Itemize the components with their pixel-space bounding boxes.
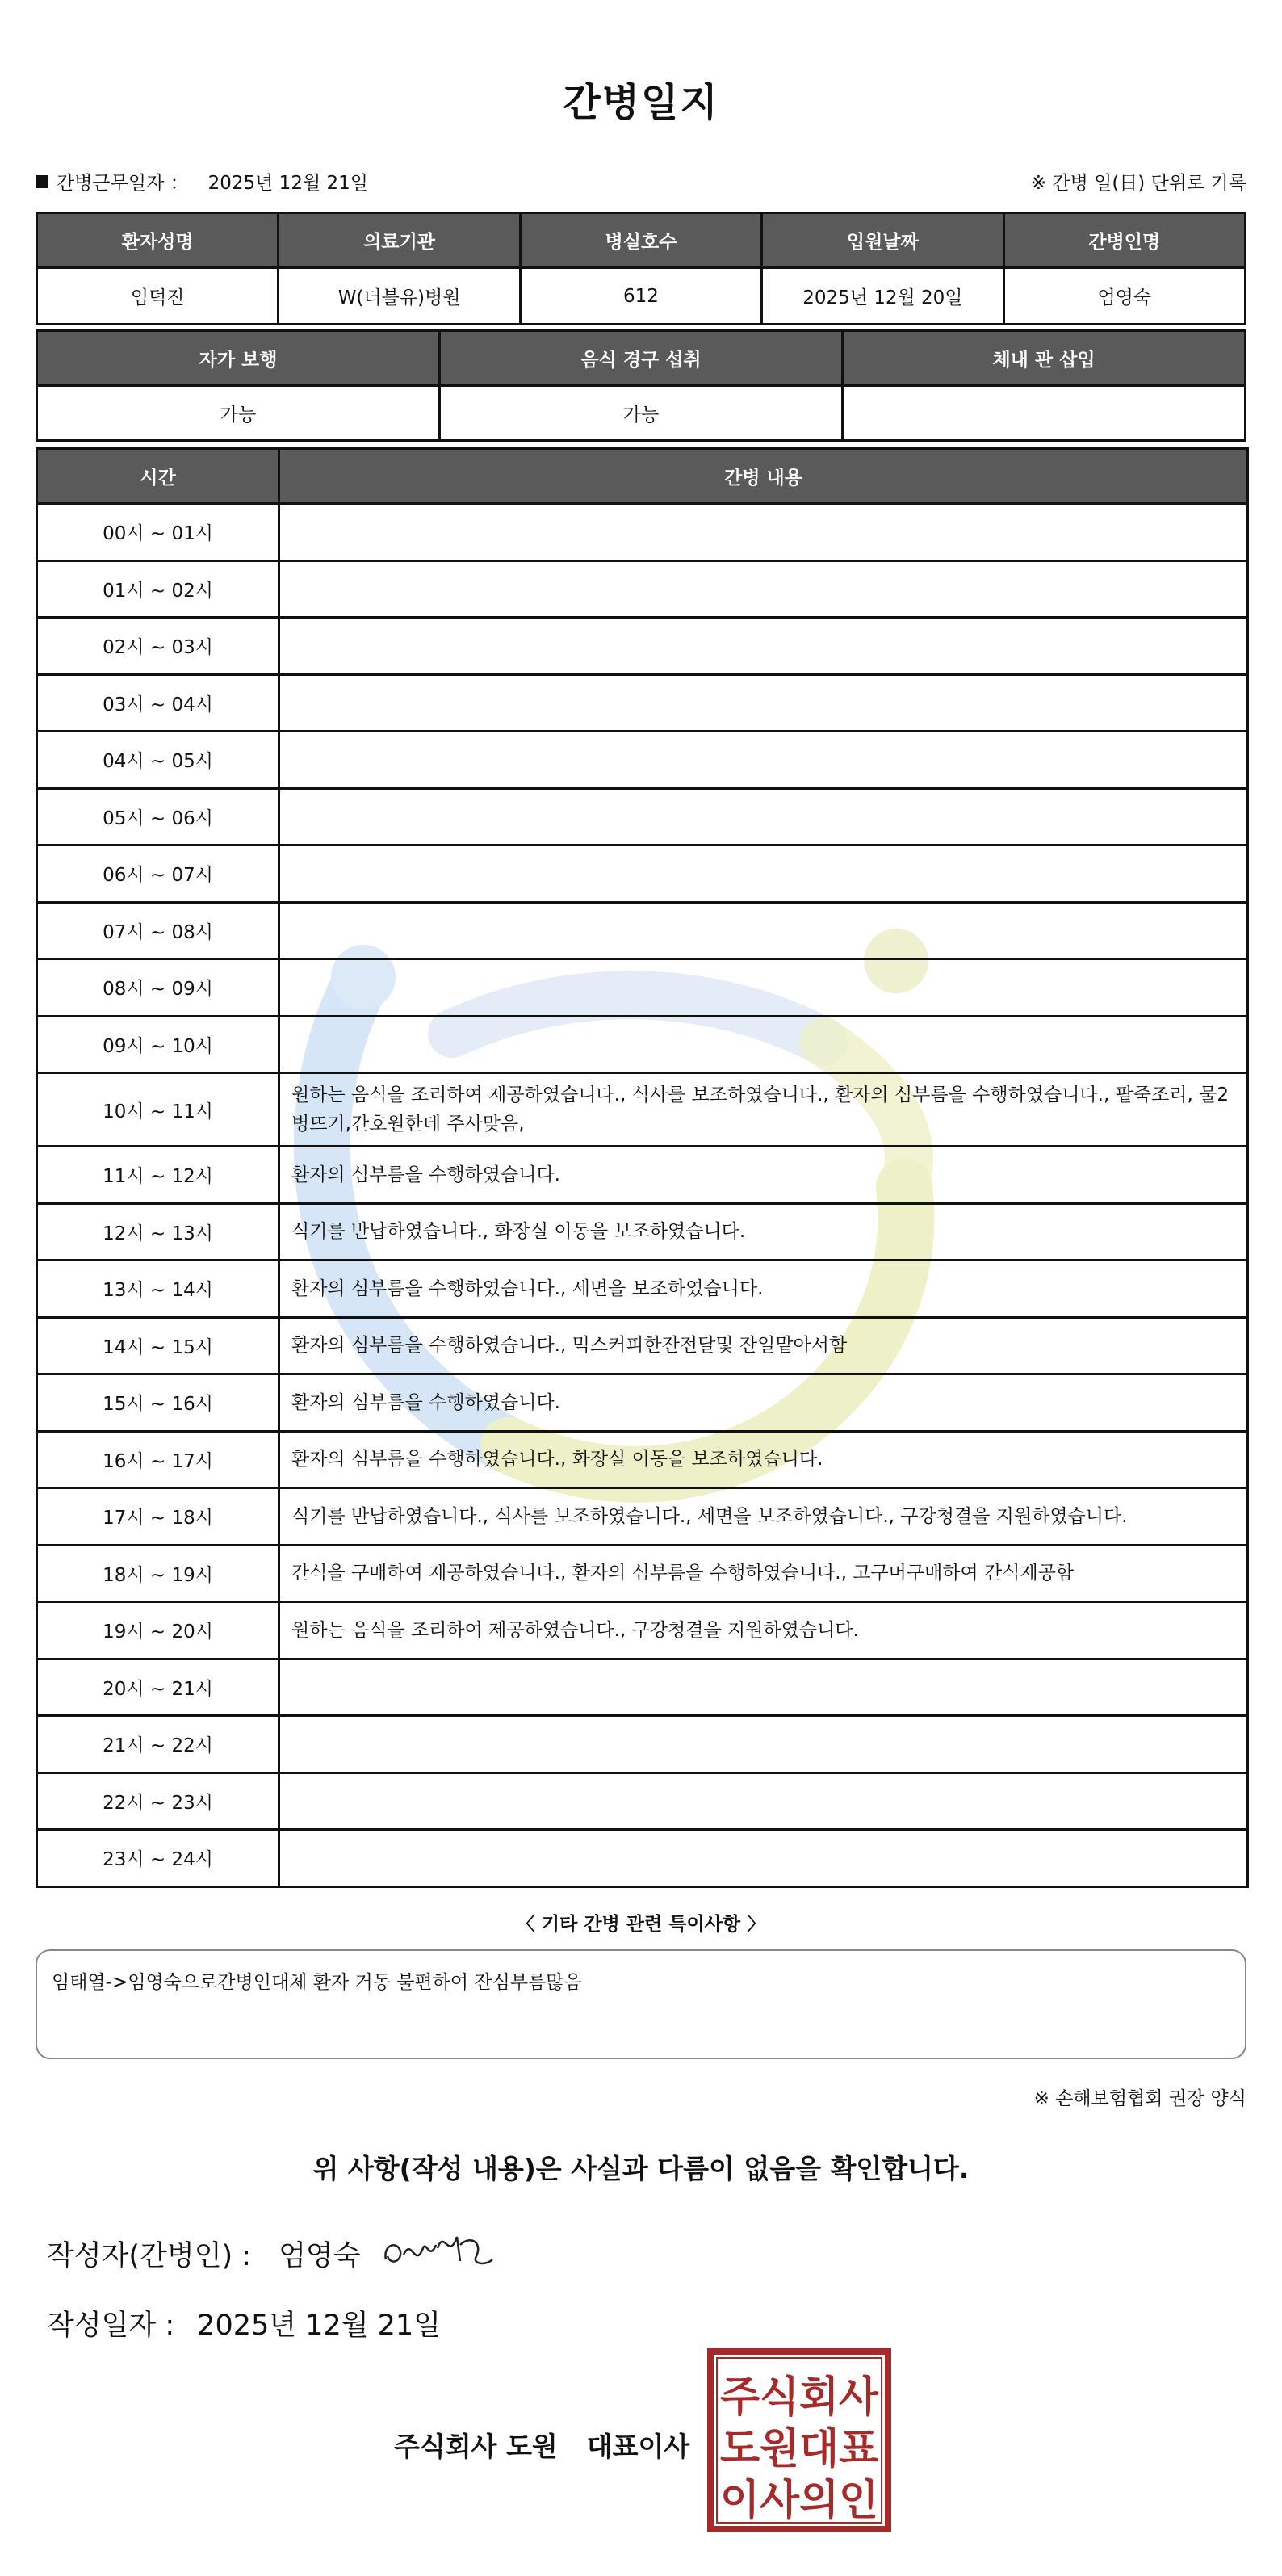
admission-date: 2025년 12월 20일 xyxy=(762,268,1003,325)
log-row xyxy=(37,1545,1248,1602)
unit-note: ※ 간병 일(日) 단위로 기록 xyxy=(1030,173,1246,194)
header-hospital: 의료기관 xyxy=(279,213,520,268)
log-row xyxy=(37,1488,1248,1546)
confirm-statement: 위 사항(작성 내용)은 사실과 다름이 없음을 확인합니다. xyxy=(312,2153,970,2184)
log-content xyxy=(279,504,1248,561)
header-room: 병실호수 xyxy=(520,213,761,268)
company-line xyxy=(394,2426,689,2464)
header-patient-name: 환자성명 xyxy=(37,213,279,268)
log-time: 10시 ~ 11시 xyxy=(37,1073,279,1147)
write-date-label: 작성일자 : xyxy=(47,2310,175,2342)
log-row xyxy=(37,1659,1248,1716)
self-walking: 가능 xyxy=(37,386,440,441)
log-time: 21시 ~ 22시 xyxy=(37,1716,279,1773)
writer-line xyxy=(47,2234,361,2274)
log-content: 환자의 심부름을 수행하였습니다., 화장실 이동을 보조하였습니다. xyxy=(279,1431,1248,1488)
oral-intake: 가능 xyxy=(440,386,843,441)
log-content xyxy=(279,1016,1248,1073)
log-content: 환자의 심부름을 수행하였습니다. xyxy=(279,1374,1248,1432)
log-content xyxy=(279,1659,1248,1716)
log-time: 06시 ~ 07시 xyxy=(37,845,279,903)
header-time: 시간 xyxy=(37,449,279,504)
writer-name: 엄영숙 xyxy=(279,2240,361,2272)
special-notes-content: 임태열->엄영숙으로간병인대체 환자 거동 불편하여 잔심부름많음 xyxy=(52,1972,582,1993)
log-content xyxy=(279,674,1248,732)
log-time: 22시 ~ 23시 xyxy=(37,1773,279,1830)
log-content xyxy=(279,618,1248,675)
log-time: 02시 ~ 03시 xyxy=(37,618,279,675)
log-time: 00시 ~ 01시 xyxy=(37,504,279,561)
log-content xyxy=(279,845,1248,903)
care-log-table xyxy=(36,447,1249,1888)
work-date-label: 간병근무일자 ： xyxy=(57,173,189,194)
log-row xyxy=(37,1773,1248,1830)
work-date-line xyxy=(36,168,368,195)
log-time: 13시 ~ 14시 xyxy=(37,1261,279,1318)
recommend-note: ※ 손해보험협회 권장 양식 xyxy=(1033,2088,1246,2109)
log-row xyxy=(37,1830,1248,1887)
caregiver-name: 엄영숙 xyxy=(1003,268,1245,325)
log-content xyxy=(279,1830,1248,1887)
log-content xyxy=(279,902,1248,959)
log-time: 15시 ~ 16시 xyxy=(37,1374,279,1432)
log-row xyxy=(37,845,1248,903)
header-care-content: 간병 내용 xyxy=(279,449,1248,504)
log-row xyxy=(37,1261,1248,1318)
header-admission-date: 입원날짜 xyxy=(762,213,1003,268)
seal-text-line: 도원대표 xyxy=(720,2425,878,2473)
log-row xyxy=(37,1374,1248,1432)
header-tube-insertion: 체내 관 삽입 xyxy=(843,331,1246,386)
log-row xyxy=(37,1073,1248,1147)
write-date-value: 2025년 12월 21일 xyxy=(197,2310,441,2342)
header-caregiver-name: 간병인명 xyxy=(1003,213,1245,268)
log-content xyxy=(279,959,1248,1017)
square-bullet-icon xyxy=(36,175,48,188)
log-time: 19시 ~ 20시 xyxy=(37,1602,279,1659)
room-number: 612 xyxy=(520,268,761,325)
log-time: 20시 ~ 21시 xyxy=(37,1659,279,1716)
company-name: 주식회사 도원 xyxy=(394,2431,558,2462)
log-row xyxy=(37,1602,1248,1659)
log-row xyxy=(37,1716,1248,1773)
patient-info-table xyxy=(36,212,1246,325)
header-oral-intake: 음식 경구 섭취 xyxy=(440,331,843,386)
log-row xyxy=(37,788,1248,845)
log-time: 18시 ~ 19시 xyxy=(37,1545,279,1602)
company-seal-stamp xyxy=(707,2348,891,2532)
log-row xyxy=(37,959,1248,1017)
patient-status-table xyxy=(36,329,1246,442)
work-date-value: 2025년 12월 21일 xyxy=(207,173,368,194)
tube-insertion xyxy=(843,386,1246,441)
special-notes-title: 〈 기타 간병 관련 특이사항 〉 xyxy=(516,1914,766,1935)
log-content: 환자의 심부름을 수행하였습니다., 믹스커피한잔전달및 잔일맡아서함 xyxy=(279,1317,1248,1374)
writer-label: 작성자(간병인) : xyxy=(47,2240,252,2272)
log-row xyxy=(37,674,1248,732)
log-content xyxy=(279,1716,1248,1773)
seal-text-line: 주식회사 xyxy=(720,2373,879,2422)
log-row xyxy=(37,1431,1248,1488)
log-content: 식기를 반납하였습니다., 화장실 이동을 보조하였습니다. xyxy=(279,1203,1248,1261)
log-time: 04시 ~ 05시 xyxy=(37,732,279,789)
company-role: 대표이사 xyxy=(586,2431,690,2462)
log-row xyxy=(37,902,1248,959)
log-row xyxy=(37,1203,1248,1261)
log-row xyxy=(37,504,1248,561)
log-time: 14시 ~ 15시 xyxy=(37,1317,279,1374)
log-time: 09시 ~ 10시 xyxy=(37,1016,279,1073)
log-time: 05시 ~ 06시 xyxy=(37,788,279,845)
log-time: 23시 ~ 24시 xyxy=(37,1830,279,1887)
log-time: 08시 ~ 09시 xyxy=(37,959,279,1017)
special-notes-box xyxy=(36,1949,1246,2059)
signature-image xyxy=(379,2213,501,2285)
log-content: 간식을 구매하여 제공하였습니다., 환자의 심부름을 수행하였습니다., 고구머구매하여 간식제공함 xyxy=(279,1545,1248,1602)
patient-name: 임덕진 xyxy=(37,268,279,325)
log-row xyxy=(37,732,1248,789)
log-row xyxy=(37,1016,1248,1073)
log-content: 환자의 심부름을 수행하였습니다. xyxy=(279,1147,1248,1204)
write-date-line xyxy=(47,2303,441,2343)
log-content: 환자의 심부름을 수행하였습니다., 세면을 보조하였습니다. xyxy=(279,1261,1248,1318)
hospital: W(더블유)병원 xyxy=(279,268,520,325)
log-row xyxy=(37,618,1248,675)
seal-text-line: 이사의인 xyxy=(720,2477,878,2525)
page-title: 간병일지 xyxy=(563,80,719,125)
log-time: 01시 ~ 02시 xyxy=(37,560,279,618)
log-row xyxy=(37,560,1248,618)
log-content: 원하는 음식을 조리하여 제공하였습니다., 구강청결을 지원하였습니다. xyxy=(279,1602,1248,1659)
log-content: 식기를 반납하였습니다., 식사를 보조하였습니다., 세면을 보조하였습니다., 구강청결을 지원하였습니다. xyxy=(279,1488,1248,1546)
log-time: 17시 ~ 18시 xyxy=(37,1488,279,1546)
log-row xyxy=(37,1317,1248,1374)
log-time: 12시 ~ 13시 xyxy=(37,1203,279,1261)
log-time: 11시 ~ 12시 xyxy=(37,1147,279,1204)
log-content: 원하는 음식을 조리하여 제공하였습니다., 식사를 보조하였습니다., 환자의 심부름을 수행하였습니다., 팥죽조리, 물2병뜨기,간호원한테 주사맞음, xyxy=(279,1073,1248,1147)
log-time: 07시 ~ 08시 xyxy=(37,902,279,959)
log-content xyxy=(279,1773,1248,1830)
log-row xyxy=(37,1147,1248,1204)
log-content xyxy=(279,788,1248,845)
log-time: 03시 ~ 04시 xyxy=(37,674,279,732)
log-time: 16시 ~ 17시 xyxy=(37,1431,279,1488)
header-self-walking: 자가 보행 xyxy=(37,331,440,386)
log-content xyxy=(279,732,1248,789)
log-content xyxy=(279,560,1248,618)
